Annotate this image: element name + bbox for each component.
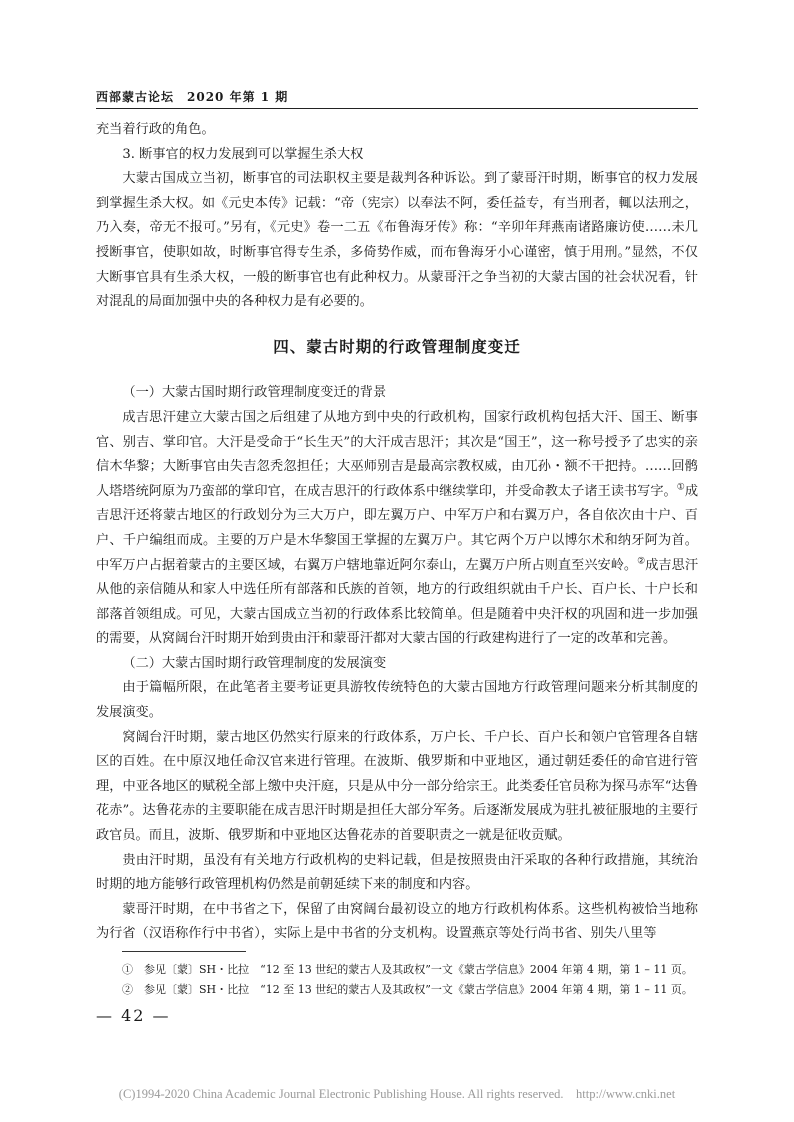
paragraph-text: 成吉思汗建立大蒙古国之后组建了从地方到中央的行政机构，国家行政机构包括大汗、国王、断事官、别吉、掌印官。大汗是受命于“长生天”的大汗成吉思汗；其次是“国王”，这一称号授予了忠实的亲信木华黎；大断事官由失吉忽秃忽担任；大巫师别吉是最高宗教权威，由兀孙・额不干把持。……回鹘人塔塔统阿原为乃蛮部的掌印官，在成吉思汗的行政体系中继续掌印，并受命教太子诸王读书写字。 [96,409,698,499]
article-body [96,118,698,947]
paragraph [96,406,698,652]
subsection-heading: 3. 断事官的权力发展到可以掌握生杀大权 [122,146,364,162]
footnote: ② 参见〔蒙〕SH・比拉 “12 至 13 世纪的蒙古人及其政权”一文《蒙古学信息》2004 年第 4 期，第 1 – 11 页。 [122,983,693,996]
paragraph: 由于篇幅所限，在此笔者主要考证更具游牧传统特色的大蒙古国地方行政管理问题来分析其制度的发展演变。 [96,680,698,721]
section-title: 四、蒙古时期的行政管理制度变迁 [273,336,521,356]
running-header: 西部蒙古论坛 2020 年第 1 期 [96,90,289,104]
paragraph: 蒙哥汗时期，在中书省之下，保留了由窝阔台最初设立的地方行政机构体系。这些机构被恰当地称为行省（汉语称作行中书省），实际上是中书省的分支机构。设置燕京等处行尚书省、别失八里等 [96,901,698,942]
footnote: ① 参见〔蒙〕SH・比拉 “12 至 13 世纪的蒙古人及其政权”一文《蒙古学信息》2004 年第 4 期，第 1 – 11 页。 [122,963,693,976]
paragraph: 大蒙古国成立当初，断事官的司法职权主要是裁判各种诉讼。到了蒙哥汗时期，断事官的权力发展到掌握生杀大权。如《元史本传》记载：“帝（宪宗）以奉法不阿，委任益专，有当刑者，輒以法刑之，乃入奏，帝无不报可。”另有，《元史》卷一二五《布鲁海牙传》称：“辛卯年拜燕南诸路廉访使……未几授断事官，使职如故，时断事官得专生杀，多倚势作威，而布鲁海牙小心谨密，慎于用刑。”显然，不仅大断事官具有生杀大权，一般的断事官也有此种权力。从蒙哥汗之争当初的大蒙古国的社会状况看，针对混乱的局面加强中央的各种权力是有必要的。 [96,171,698,310]
header-divider [96,108,698,109]
footnote-ref[interactable]: ② [637,556,646,567]
paragraph: 窝阔台汗时期，蒙古地区仍然实行原来的行政体系，万户长、千户长、百户长和领户官管理各自辖区的百姓。在中原汉地任命汉官来进行管理。在波斯、俄罗斯和中亚地区，通过朝廷委任的命官进行管理，中亚各地区的赋税全部上缴中央汗庭，只是从中分一部分给宗王。此类委任官员称为探马赤军“达鲁花赤”。达鲁花赤的主要职能在成吉思汗时期是担任大部分军务。后逐渐发展成为驻扎被征服地的主要行政官员。而且，波斯、俄罗斯和中亚地区达鲁花赤的首要职责之一就是征收贡赋。 [96,729,698,844]
paragraph: 贵由汗时期，虽没有有关地方行政机构的史料记载，但是按照贵由汗采取的各种行政措施，其统治时期的地方能够行政管理机构仍然是前朝延续下来的制度和内容。 [96,852,698,893]
footnote-ref[interactable]: ① [676,482,685,493]
footnotes [122,960,702,1000]
copyright-watermark: (C)1994-2020 China Academic Journal Electronic Publishing House. All rights reserved. http://www.cnki.net [118,1087,676,1101]
subsection-heading: （二）大蒙古国时期行政管理制度的发展演变 [122,655,387,671]
page-number: — 42 — [96,1006,171,1025]
subsection-heading: （一）大蒙古国时期行政管理制度变迁的背景 [122,385,387,401]
paragraph-text: 成吉思汗从他的亲信随从和家人中选任所有部落和氏族的首领，地方的行政组织就由千户长、百户长、十户长和部落首领组成。可见，大蒙古国成立当初的行政体系比较简单。但是随着中央汗权的巩固和进一步加强的需要，从窝阔台汗时期开始到贵由汗和蒙哥汗都对大蒙古国的行政建构进行了一定的改革和完善。 [96,557,699,647]
paragraph-text: 成吉思汗还将蒙古地区的行政划分为三大万户，即左翼万户、中军万户和右翼万户，各自依次由十户、百户、千户编组而成。主要的万户是木华黎国王掌握的左翼万户。其它两个万户以博尔术和纳牙阿为首。中军万户占据着蒙古的主要区域，右翼万户辖地靠近阿尔泰山，左翼万户所占则直至兴安岭。 [96,483,699,573]
footnote-divider [122,951,246,952]
paragraph: 充当着行政的角色。 [96,122,215,137]
